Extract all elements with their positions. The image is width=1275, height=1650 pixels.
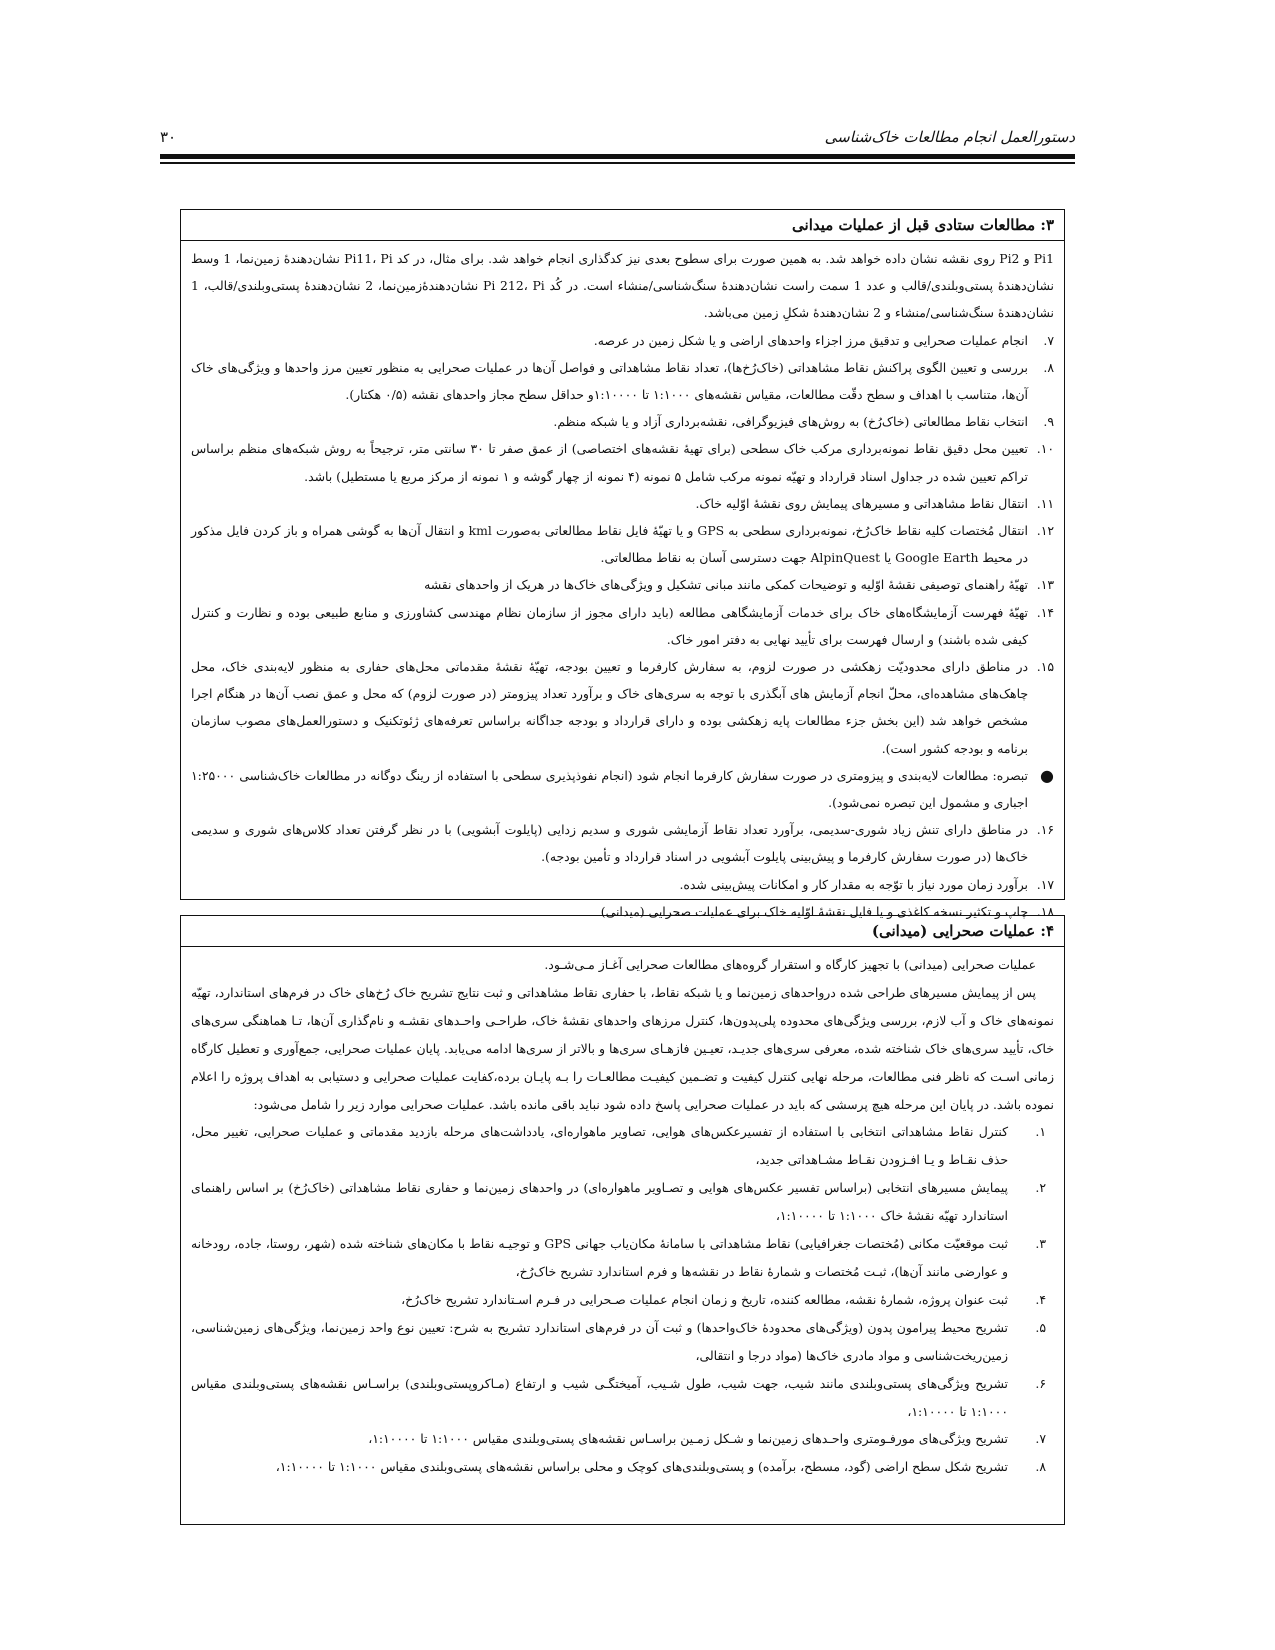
item-text: تشریح ویژگی‌های مورفـومتری واحـدهای زمین‌نما و شـکل زمـین براسـاس نقشه‌های پستی‌وبلندی مقیاس ۱:۱۰۰۰ تا ۱:۱۰۰۰۰، [368, 1431, 1008, 1447]
list-item [191, 1453, 1054, 1481]
item-text: انتقال مُختصات کلیه نقاط خاک‌رُخ، نمونه‌برداری سطحی به GPS و یا تهیّهٔ فایل نقاط مطالعاتی به‌صورت kml و انتقال آن‌ها به گوشی همراه و باز کردن فایل مذکور در محیط Google Earth یا AlpinQuest جهت دسترسی آسان به نقاط مطالعاتی. [191, 523, 1028, 566]
section-4-body [181, 947, 1064, 1481]
item-number: ۱۴. [1036, 604, 1054, 620]
item-number: ۷. [1035, 1431, 1046, 1447]
list-item [191, 327, 1054, 354]
section-4-heading: ۴: عملیات صحرایی (میدانی) [181, 916, 1064, 947]
item-number: ۱. [1035, 1124, 1046, 1140]
item-text: ثبت موقعیّت مکانی (مُختصات جغرافیایی) نقاط مشاهداتی با سامانهٔ مکان‌یاب جهانی GPS و توجیـه نقاط با مکان‌های شناخته شده (شهر، روستا، جاده، رودخانه و عوارضی مانند آن‌ها)، ثبـت مُختصات و شمارهٔ نقاط در نقشه‌ها و فرم استاندارد تشریح خاک‌رُخ، [191, 1236, 1009, 1279]
list-item [191, 1174, 1054, 1230]
item-text: ثبت عنوان پروژه، شمارهٔ نقشه، مطالعه کننده، تاریخ و زمان انجام عملیات صـحرایی در فـرم اسـتاندارد تشریح خاک‌رُخ، [401, 1291, 1008, 1307]
list-item [191, 653, 1054, 762]
item-text: تهیّهٔ راهنمای توصیفی نقشهٔ اوّلیه و توضیحات کمکی مانند مبانی تشکیل و ویژگی‌های خاک‌ها در هریک از واحدهای نقشه [424, 577, 1028, 593]
section-3-intro: Pi1 و Pi2 روی نقشه نشان داده خواهد شد. به همین صورت برای سطوح بعدی نیز کدگذاری انجام خواهد شد. برای مثال، در کد Pi11، Pi نشان‌دهندهٔ زمین‌نما، 1 وسط نشان‌دهندهٔ پستی‌وبلندی/قالب و عدد 1 سمت راست نشان‌دهندهٔ سنگ‌شناسی/منشاء است. در کُد Pi 212، Pi نشان‌دهندهٔ‌زمین‌نما، 2 نشان‌دهندهٔ پستی‌وبلندی/قالب، 1 نشان‌دهندهٔ سنگ‌شناسی/منشاء و 2 نشان‌دهندهٔ شکلِ زمین می‌باشد. [191, 251, 1054, 321]
item-text: تهیّهٔ فهرست آزمایشگاه‌های خاک برای خدمات آزمایشگاهی مطالعه (باید دارای مجوز از سازمان نظام مهندسی کشاورزی و منابع طبیعی بوده و نظارت و کنترل کیفی شده باشند) و ارسال فهرست برای تأیید نهایی به دفتر امور خاک. [191, 604, 1028, 647]
item-number: ۸. [1035, 1459, 1046, 1475]
list-item [191, 1230, 1054, 1286]
item-text: تشریح شکل سطح اراضی (گود، مسطح، برآمده) و پستی‌وبلندی‌های کوچک و محلی براساس نقشه‌های پستی‌وبلندی مقیاس ۱:۱۰۰۰ تا ۱:۱۰۰۰۰، [275, 1459, 1008, 1475]
list-item [191, 435, 1054, 489]
list-item [191, 517, 1054, 571]
list-item [191, 571, 1054, 598]
item-text: چاپ و تکثیر نسخه کاغذی و یا فایل نقشهٔ اوّلیه خاک برای عملیات صحرایی (میدانی) [600, 903, 1028, 919]
item-text: انتخاب نقاط مطالعاتی (خاک‌رُخ) به روش‌های فیزیوگرافی، نقشه‌برداری آزاد و یا شبکه منظم. [553, 414, 1028, 430]
list-item [191, 490, 1054, 517]
list-item [191, 408, 1054, 435]
header-rule-thin [160, 162, 1075, 164]
list-item [191, 762, 1054, 816]
list-item [191, 1118, 1054, 1174]
section-4-box [180, 915, 1065, 1525]
running-title: دستورالعمل انجام مطالعات خاک‌شناسی [824, 128, 1075, 146]
list-item [191, 871, 1054, 898]
item-text: انتقال نقاط مشاهداتی و مسیرهای پیمایش روی نقشهٔ اوّلیه خاک. [695, 495, 1028, 511]
item-text: برآورد زمان مورد نیاز با توّجه به مقدار کار و امکانات پیش‌بینی شده. [679, 876, 1028, 892]
item-number: ۶. [1035, 1375, 1046, 1391]
item-number: ۹. [1043, 414, 1054, 430]
section-4-para-1: عملیات صحرایی (میدانی) با تجهیز کارگاه و استقرار گروه‌های مطالعات صحرایی آغـاز مـی‌شـود. [544, 957, 1036, 972]
item-number: ۱۲. [1036, 523, 1054, 539]
list-item [191, 1286, 1054, 1314]
item-text: در مناطق دارای محدودیّت زهکشی در صورت لزوم، به سفارش کارفرما و تعیین بودجه، تهیّهٔ نقشهٔ مقدماتی محل‌های حفاری به منظور لایه‌بندی خاک، محل چاهک‌های مشاهده‌ای، محلّ انجام آزمایش های آبگذری با توجه به سری‌های خاک و برآورد تعداد پیزومتر (در صورت لزوم) که محل و عمق نصب آن‌ها در هنگام اجرا مشخص خواهد شد (این بخش جزء مطالعات پایه زهکشی بوده و دارای قرارداد و بودجه جداگانه براساس تعرفه‌های ژئوتکنیک و دستورالعمل‌های مصوب سازمان برنامه و بودجه کشور است). [191, 659, 1028, 756]
list-item [191, 1314, 1054, 1370]
list-item [191, 816, 1054, 870]
section-3-heading: ۳: مطالعات ستادی قبل از عملیات میدانی [181, 210, 1064, 241]
item-number: ۸. [1043, 359, 1054, 375]
item-text: کنترل نقاط مشاهداتی انتخابی با استفاده از تفسیرعکس‌های هوایی، تصاویر ماهواره‌ای، یادداشت‌های مرحله بازدید مقدماتی و عملیات صحرایی، تغییر محل، حذف نقـاط و یـا افـزودن نقـاط مشـاهداتی جدید، [191, 1124, 1008, 1168]
list-item [191, 1425, 1054, 1453]
item-number: ۱۷. [1036, 876, 1054, 892]
item-number: ۲. [1035, 1180, 1046, 1196]
bullet-icon: ● [1040, 765, 1054, 785]
item-text: تشریح ویژگی‌های پستی‌وبلندی مانند شیب، جهت شیب، طول شـیب، آمیختگـی شیب و ارتفاع (مـاکروپستی‌وبلندی) براسـاس نقشه‌های پستی‌وبلندی مقیاس ۱:۱۰۰۰ تا ۱:۱۰۰۰۰، [191, 1375, 1008, 1419]
item-number: ۱۱. [1036, 495, 1054, 511]
item-text: تشریح محیط پیرامون پدون (ویژگی‌های محدودهٔ خاک‌واحدها) و ثبت آن در فرم‌های استاندارد تشریح به شرح: تعیین نوع واحد زمین‌نما، ویژگی‌های زمین‌شناسی، زمین‌ریخت‌شناسی و مواد مادری خاک‌ها (مواد درجا و انتقالی، [191, 1319, 1008, 1363]
item-text: بررسی و تعیین الگوی پراکنش نقاط مشاهداتی (خاک‌رُخ‌ها)، تعداد نقاط مشاهداتی و فواصل آن‌ها در عملیات صحرایی به منظور تعیین مرز واحدها و ویژگی‌های خاک آن‌ها، متناسب با اهداف و سطح دقّت مطالعات، مقیاس نقشه‌های ۱:۱۰۰۰ تا ۱:۱۰۰۰۰و حداقل سطح مجاز واحدهای نقشه (۰/۵ هکتار). [191, 359, 1028, 403]
item-number: ۱۶. [1036, 822, 1054, 838]
item-text: تعیین محل دقیق نقاط نمونه‌برداری مرکب خاک سطحی (برای تهیهٔ نقشه‌های اختصاصی) از عمق صفر تا ۳۰ سانتی متر، ترجیحاً به روش شبکه‌های منظم براساس تراکم تعیین شده در جداول اسناد قرارداد و تهیّه نمونه مرکب شامل ۵ نمونه (۴ نمونه از چهار گوشه و ۱ نمونه از مرکز مربع یا مستطیل) باشد. [191, 441, 1028, 484]
list-item [191, 1370, 1054, 1426]
section-3-body [181, 241, 1064, 925]
item-number: ۳. [1035, 1236, 1046, 1252]
item-text: در مناطق دارای تنش زیاد شوری-سدیمی، برآورد تعداد نقاط آزمایشی شوری و سدیم زدایی (پایلوت آبشویی) با در نظر گرفتن تعداد کلاس‌های شوری و سدیمی خاک‌ها (در صورت سفارش کارفرما و پیش‌بینی پایلوت آبشویی در اسناد قرارداد و تأمین بودجه). [191, 822, 1028, 865]
item-text: تبصره: مطالعات لایه‌بندی و پیزومتری در صورت سفارش کارفرما انجام شود (انجام نفوذپذیری سطحی با استفاده از رینگ دوگانه در مطالعات خاک‌شناسی ۱:۲۵۰۰۰ اجباری و مشمول این تبصره نمی‌شود). [191, 767, 1028, 811]
item-number: ۵. [1035, 1319, 1046, 1335]
section-3-box [180, 209, 1065, 919]
header-rule-thick [160, 154, 1075, 159]
item-text: پیمایش مسیرهای انتخابی (براساس تفسیر عکس‌های هوایی و تصـاویر ماهواره‌ای) در واحدهای زمین‌نما و حفاری نقاط مشاهداتی (خاک‌رُخ) بر اساس راهنمای استاندارد تهیّه نقشهٔ خاک ۱:۱۰۰۰ تا ۱:۱۰۰۰۰، [191, 1180, 1008, 1224]
item-number: ۱۸. [1036, 903, 1054, 919]
section-4-para-2: پس از پیمایش مسیرهای طراحی شده دروا‌حدهای زمین‌نما و یا شبکه نقاط، با حفاری نقاط مشاهداتی و ثبت نتایج تشریح خاک رُخ‌های خاک در فرم‌های استاندارد، تهیّه نمونه‌های خاک و آب لازم، بررسی ویژگی‌های محدوده پلی‌پدون‌ها، کنترل مرزهای واحدهای نقشهٔ خاک، طراحـی واحـدهای نقشـه و نام‌گذاری آن‌ها، تـا هماهنگی سری‌های خاک، تأیید سری‌های خاک شناخته شده، معرفی سری‌های جدیـد، تعیـین فازهـای سری‌ها و بالاتر از سری‌ها ادامه می‌یابد. پایان عملیات صحرایی، جمع‌آوری و تعطیل کارگاه زمانی اسـت که ناظر فنی مطالعات، مرحله نهایی کنترل کیفیت و تضـمین کیفیـت مطالعـات را بـه پایـان برده،کفایت عملیات صحرایی و دستیابی به اهداف پروژه را اعلام نموده باشد. در پایان این مرحله هیچ پرسشی که باید در عملیات صحرایی پاسخ داده شود نباید باقی مانده باشد. عملیات صحرایی موارد زیر را شامل می‌شود: [191, 984, 1054, 1112]
list-item [191, 599, 1054, 653]
section-4-list [191, 1118, 1054, 1481]
item-number: ۱۳. [1036, 577, 1054, 593]
item-number: ۱۵. [1036, 659, 1054, 675]
item-number: ۱۰. [1036, 441, 1054, 457]
item-number: ۷. [1043, 332, 1054, 348]
list-item [191, 354, 1054, 408]
item-text: انجام عملیات صحرایی و تدقیق مرز اجزاء واحدهای اراضی و یا شکل زمین در عرصه. [593, 332, 1028, 348]
item-number: ۴. [1035, 1291, 1046, 1307]
section-3-list [191, 327, 1054, 925]
page-number: ۳۰ [160, 128, 177, 146]
